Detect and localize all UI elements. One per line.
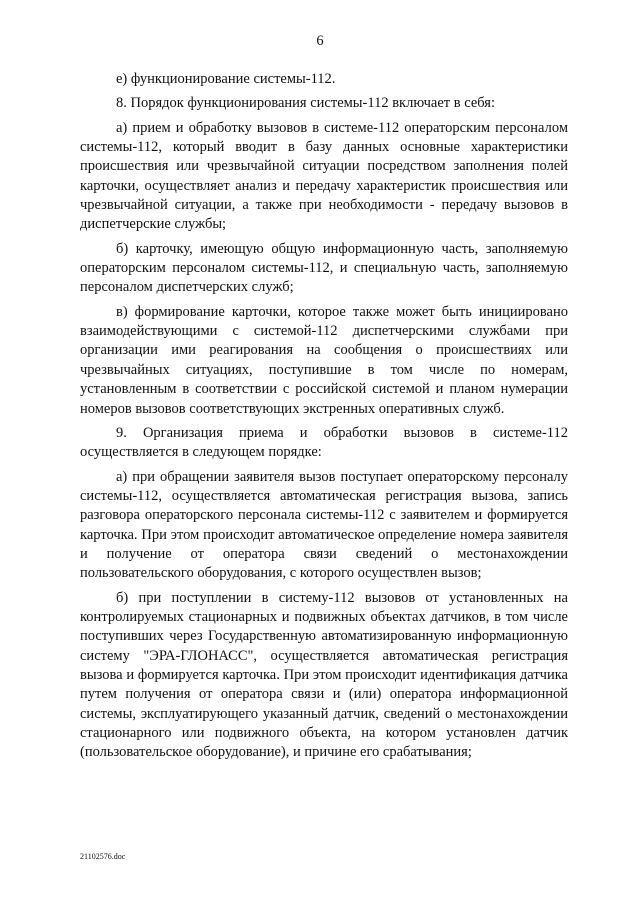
footer-file-name: 21102576.doc	[80, 852, 126, 861]
paragraph-9b: б) при поступлении в систему-112 вызовов от установленных на контролируемых стационарных и подвижных объектах датчиков, в том числе поступивших через Государственную автоматизированную информационную систему "ЭРА-ГЛОНАСС", осуществляется автоматическая регистрация вызова и формируется карточка. При этом происходит идентификация датчика путем получения от оператора связи и (или) оператора информационной системы, эксплуатирующего указанный датчик, сведений о местонахождении стационарного или подвижного объекта, на котором установлен датчик (пользовательское оборудование), и причине его срабатывания;	[80, 589, 568, 761]
paragraph-item-e: е) функционирование системы-112.	[116, 71, 336, 87]
paragraph-section-9: 9. Организация приема и обработки вызовов в системе-112 осуществляется в следующем порядке:	[80, 424, 568, 461]
paragraph-8a: а) прием и обработку вызовов в системе-112 операторским персоналом системы-112, который вводит в базу данных основные характеристики происшествия или чрезвычайной ситуации посредством заполнения полей карточки, осуществляет анализ и передачу характеристик происшествия или чрезвычайной ситуации, а также при необходимости - передачу вызовов в диспетчерские службы;	[80, 119, 568, 233]
page-number: 6	[316, 33, 324, 49]
paragraph-section-8: 8. Порядок функционирования системы-112 включает в себя:	[116, 95, 495, 112]
paragraph-8v: в) формирование карточки, которое также может быть инициировано взаимодействующими с системой-112 диспетчерскими службами при организации ими реагирования на сообщения о происшествиях или чрезвычайных ситуациях, поступившие в том числе по номерам, установленным в соответствии с российской системой и планом нумерации номеров вызовов соответствующих экстренных оперативных служб.	[80, 303, 568, 417]
paragraph-9a: а) при обращении заявителя вызов поступает операторскому персоналу системы-112, осуществляется автоматическая регистрация вызова, запись разговора операторского персонала системы-112 с заявителем и формируется карточка. При этом происходит автоматическое определение номера заявителя и получение от оператора связи сведений о местонахождении пользовательского оборудования, с которого осуществлен вызов;	[80, 468, 568, 582]
document-body	[80, 70, 568, 763]
paragraph-8b: б) карточку, имеющую общую информационную часть, заполняемую операторским персоналом системы-112, и специальную часть, заполняемую персоналом диспетчерских служб;	[80, 240, 568, 296]
